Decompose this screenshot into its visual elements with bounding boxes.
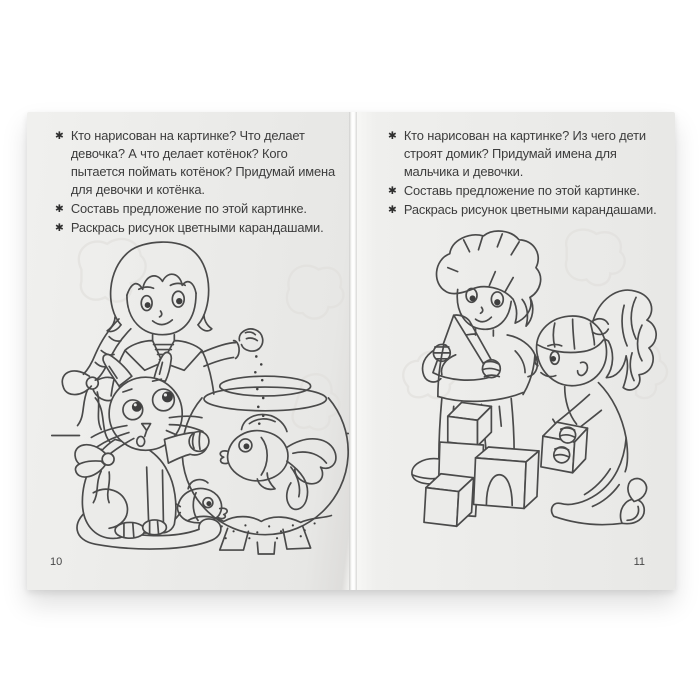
asterisk-bullet-icon: ✱ xyxy=(388,185,397,198)
task-text: Кто нарисован на картинке? Что делает девочка? А что делает котёнок? Кого пытается поймать котёнок? Придумай имена для девочки и котёнка. xyxy=(70,128,336,198)
task-text: Раскрась рисунок цветными карандашами. xyxy=(70,220,324,236)
kitten-figure xyxy=(75,352,221,549)
asterisk-bullet-icon: ✱ xyxy=(55,203,64,216)
book-spine xyxy=(349,112,357,590)
toy-blocks xyxy=(424,402,539,526)
asterisk-bullet-icon: ✱ xyxy=(388,130,397,142)
task-item xyxy=(388,201,667,219)
task-item xyxy=(55,127,343,199)
task-item xyxy=(388,182,667,200)
task-text: Составь предложение по этой картинке. xyxy=(70,201,307,217)
task-item xyxy=(388,127,667,181)
left-page xyxy=(27,112,349,590)
task-list-right xyxy=(357,112,675,219)
illustration-girl-cat-fishbowl xyxy=(51,230,349,556)
task-text: Составь предложение по этой картинке. xyxy=(403,183,640,199)
asterisk-bullet-icon: ✱ xyxy=(388,204,397,217)
task-text: Кто нарисован на картинке? Из чего дети строят домик? Придумай имена для мальчика и девочки. xyxy=(403,128,646,180)
asterisk-bullet-icon: ✱ xyxy=(55,130,64,142)
asterisk-bullet-icon: ✱ xyxy=(55,222,64,235)
task-text: Раскрась рисунок цветными карандашами. xyxy=(403,202,657,218)
page-number-right: 11 xyxy=(633,556,645,568)
illustration-children-building-blocks xyxy=(388,228,676,555)
open-book xyxy=(27,112,675,590)
right-page xyxy=(357,112,675,590)
page-number-left: 10 xyxy=(50,556,63,568)
task-item xyxy=(55,200,343,218)
task-list-left xyxy=(27,112,349,237)
girl-figure xyxy=(535,290,656,525)
